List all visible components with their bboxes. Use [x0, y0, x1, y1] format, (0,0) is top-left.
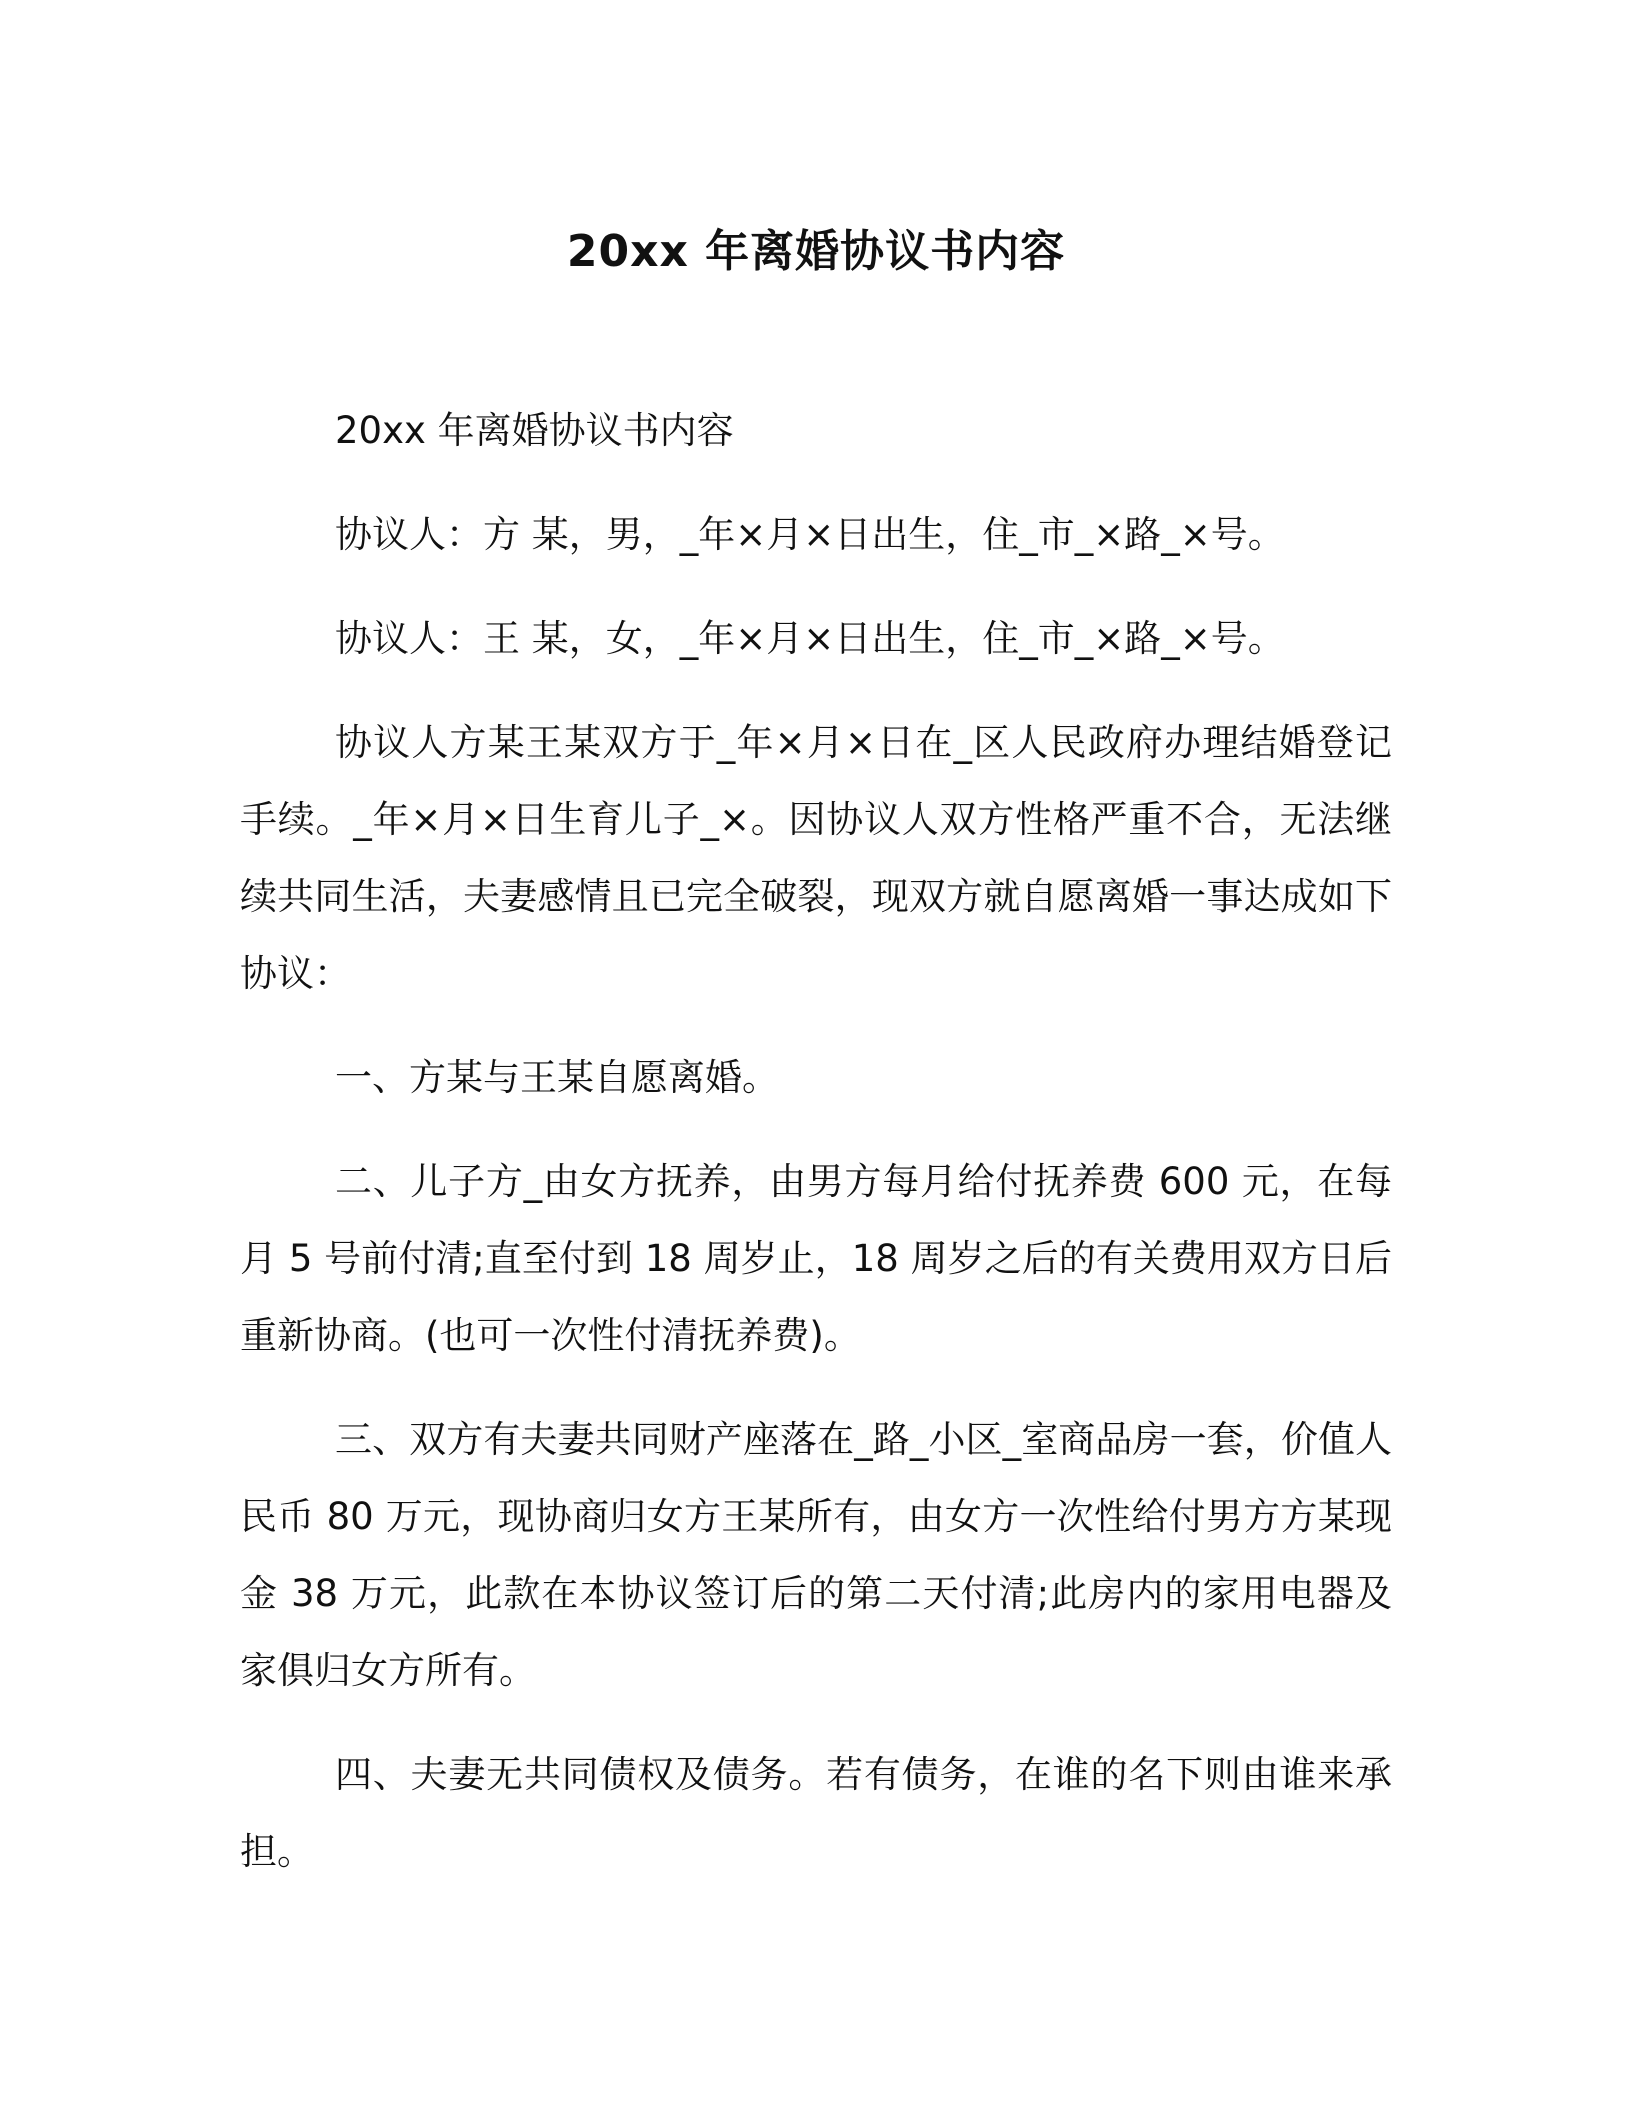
clause-4: 四、夫妻无共同债权及债务。若有债务，在谁的名下则由谁来承担。 — [240, 1753, 1392, 1873]
clause-3: 三、双方有夫妻共同财产座落在_路_小区_室商品房一套，价值人民币 80 万元，现协商归女方王某所有，由女方一次性给付男方方某现金 38 万元，此款在本协议签订后的第二天付清;此房内的家用电器及家俱归女方所有。 — [240, 1418, 1392, 1692]
document-title: 20xx 年离婚协议书内容 — [566, 226, 1066, 277]
paragraph-subtitle: 20xx 年离婚协议书内容 — [335, 409, 734, 452]
document-body — [240, 392, 1392, 1917]
paragraph-party-husband: 协议人：方 某，男，_年×月×日出生，住_市_×路_×号。 — [335, 513, 1285, 556]
paragraph-preamble: 协议人方某王某双方于_年×月×日在_区人民政府办理结婚登记手续。_年×月×日生育儿子_×。因协议人双方性格严重不合，无法继续共同生活，夫妻感情且已完全破裂，现双方就自愿离婚一事达成如下协议： — [240, 721, 1392, 995]
clause-1: 一、方某与王某自愿离婚。 — [335, 1056, 779, 1099]
paragraph-party-wife: 协议人：王 某，女，_年×月×日出生，住_市_×路_×号。 — [335, 617, 1285, 660]
clause-2: 二、儿子方_由女方抚养，由男方每月给付抚养费 600 元，在每月 5 号前付清;直至付到 18 周岁止，18 周岁之后的有关费用双方日后重新协商。(也可一次性付清抚养费)。 — [240, 1160, 1392, 1357]
